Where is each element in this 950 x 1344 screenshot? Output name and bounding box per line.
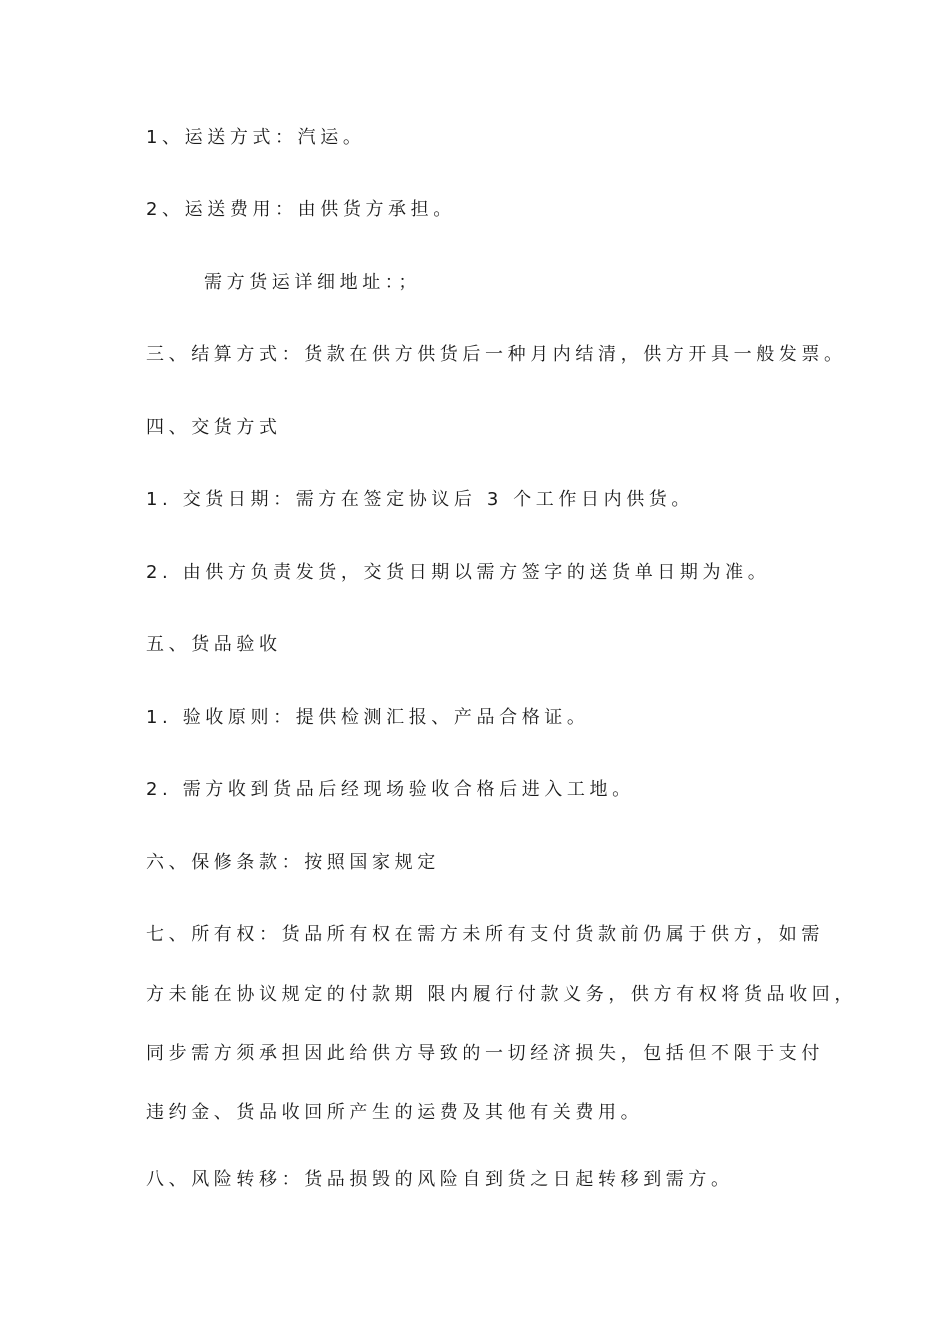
section-warranty: 六、保修条款：按照国家规定 (146, 852, 440, 873)
section-risk-transfer: 八、风险转移：货品损毁的风险自到货之日起转移到需方。 (146, 1169, 734, 1190)
clause-inspection-principle: 1. 验收原则：提供检测汇报、产品合格证。 (146, 707, 590, 728)
section-ownership-line-2: 方未能在协议规定的付款期 限内履行付款义务，供方有权将货品收回， (146, 984, 857, 1005)
section-settlement: 三、结算方式：货款在供方供货后一种月内结清，供方开具一般发票。 (146, 344, 847, 365)
clause-inspection-onsite: 2. 需方收到货品后经现场验收合格后进入工地。 (146, 779, 635, 800)
clause-delivery-address: 需方货运详细地址：； (204, 272, 421, 293)
section-ownership-line-1: 七、所有权：货品所有权在需方未所有支付货款前仍属于供方，如需 (146, 924, 824, 945)
section-ownership-line-3: 同步需方须承担因此给供方导致的一切经济损失，包括但不限于支付 (146, 1043, 824, 1064)
section-ownership-line-4: 违约金、货品收回所产生的运费及其他有关费用。 (146, 1102, 644, 1123)
section-delivery-heading: 四、交货方式 (146, 417, 282, 438)
clause-delivery-responsibility: 2. 由供方负责发货，交货日期以需方签字的送货单日期为准。 (146, 562, 771, 583)
section-inspection-heading: 五、货品验收 (146, 634, 282, 655)
clause-delivery-date: 1. 交货日期：需方在签定协议后 3 个工作日内供货。 (146, 489, 694, 510)
clause-transport-method: 1、运送方式：汽运。 (146, 127, 366, 148)
clause-transport-cost: 2、运送费用：由供货方承担。 (146, 199, 456, 220)
